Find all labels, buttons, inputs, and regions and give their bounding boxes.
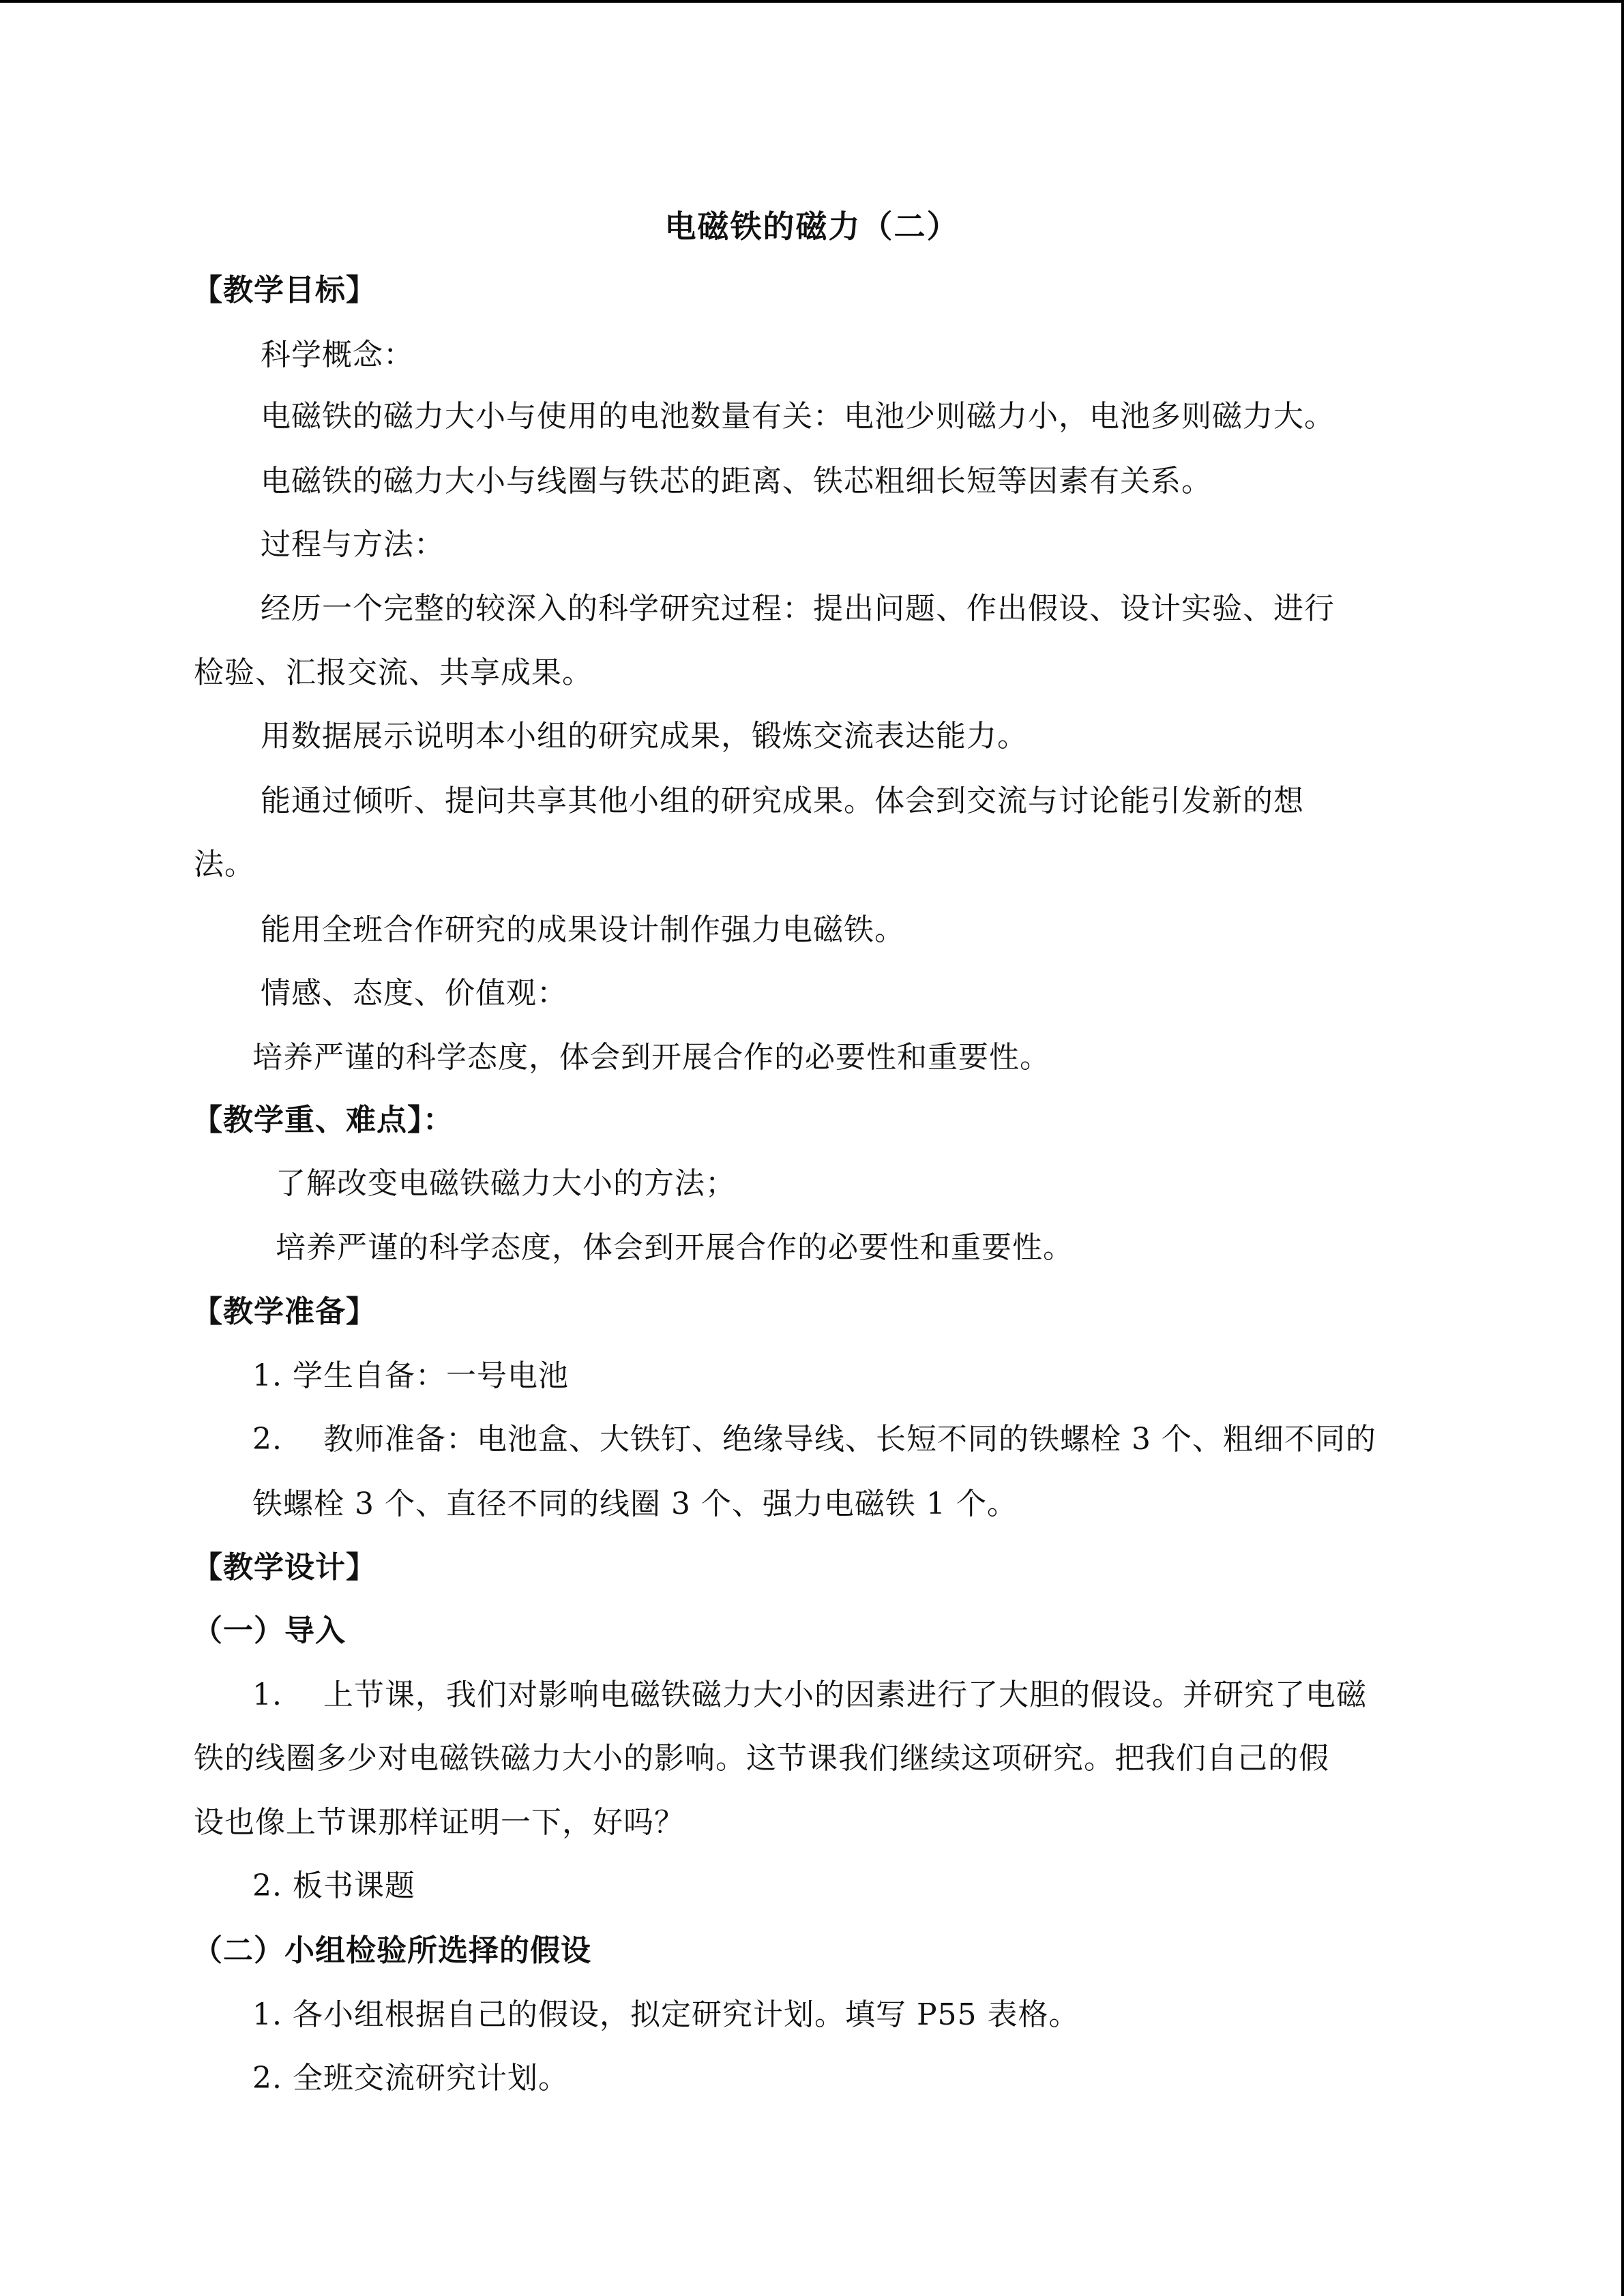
paragraph: 了解改变电磁铁磁力大小的方法； bbox=[276, 1166, 736, 1201]
label-process-method: 过程与方法： bbox=[261, 527, 445, 562]
heading-introduction: （一）导入 bbox=[192, 1613, 346, 1648]
heading-preparation: 【教学准备】 bbox=[192, 1294, 377, 1329]
label-attitude: 情感、态度、价值观： bbox=[261, 976, 567, 1011]
list-item-continued: 铁螺栓 3 个、直径不同的线圈 3 个、强力电磁铁 1 个。 bbox=[252, 1487, 1018, 1521]
heading-teaching-design: 【教学设计】 bbox=[192, 1550, 377, 1585]
list-item-continued: 铁的线圈多少对电磁铁磁力大小的影响。这节课我们继续这项研究。把我们自己的假 bbox=[194, 1741, 1329, 1776]
list-item: 2. 全班交流研究计划。 bbox=[252, 2061, 569, 2096]
paragraph: 能用全班合作研究的成果设计制作强力电磁铁。 bbox=[261, 912, 905, 947]
paragraph: 电磁铁的磁力大小与使用的电池数量有关：电池少则磁力小，电池多则磁力大。 bbox=[261, 399, 1335, 434]
list-item: 2. 教师准备：电池盒、大铁钉、绝缘导线、长短不同的铁螺栓 3 个、粗细不同的 bbox=[252, 1422, 1376, 1457]
paragraph: 电磁铁的磁力大小与线圈与铁芯的距离、铁芯粗细长短等因素有关系。 bbox=[261, 464, 1212, 498]
heading-key-points: 【教学重、难点】： bbox=[192, 1103, 454, 1137]
page-border-top bbox=[0, 0, 1624, 3]
paragraph: 法。 bbox=[194, 847, 255, 882]
paragraph: 能通过倾听、提问共享其他小组的研究成果。体会到交流与讨论能引发新的想 bbox=[261, 784, 1304, 818]
paragraph: 经历一个完整的较深入的科学研究过程：提出问题、作出假设、设计实验、进行 bbox=[261, 591, 1335, 626]
paragraph: 培养严谨的科学态度，体会到开展合作的必要性和重要性。 bbox=[276, 1230, 1074, 1265]
paragraph: 培养严谨的科学态度，体会到开展合作的必要性和重要性。 bbox=[252, 1040, 1050, 1075]
list-item: 2. 板书课题 bbox=[252, 1868, 415, 1903]
heading-teaching-goals: 【教学目标】 bbox=[192, 273, 377, 308]
list-item-continued: 设也像上节课那样证明一下，好吗？ bbox=[194, 1805, 685, 1840]
list-item: 1. 各小组根据自己的假设，拟定研究计划。填写 P55 表格。 bbox=[252, 1997, 1080, 2032]
paragraph: 检验、汇报交流、共享成果。 bbox=[194, 655, 593, 690]
page-border-right bbox=[1621, 0, 1624, 2296]
label-science-concept: 科学概念： bbox=[261, 338, 414, 372]
heading-group-test: （二）小组检验所选择的假设 bbox=[192, 1933, 591, 1968]
document-title: 电磁铁的磁力（二） bbox=[664, 208, 960, 245]
paragraph: 用数据展示说明本小组的研究成果，锻炼交流表达能力。 bbox=[261, 719, 1028, 754]
list-item: 1. 上节课，我们对影响电磁铁磁力大小的因素进行了大胆的假设。并研究了电磁 bbox=[252, 1678, 1367, 1712]
list-item: 1. 学生自备：一号电池 bbox=[252, 1358, 569, 1393]
